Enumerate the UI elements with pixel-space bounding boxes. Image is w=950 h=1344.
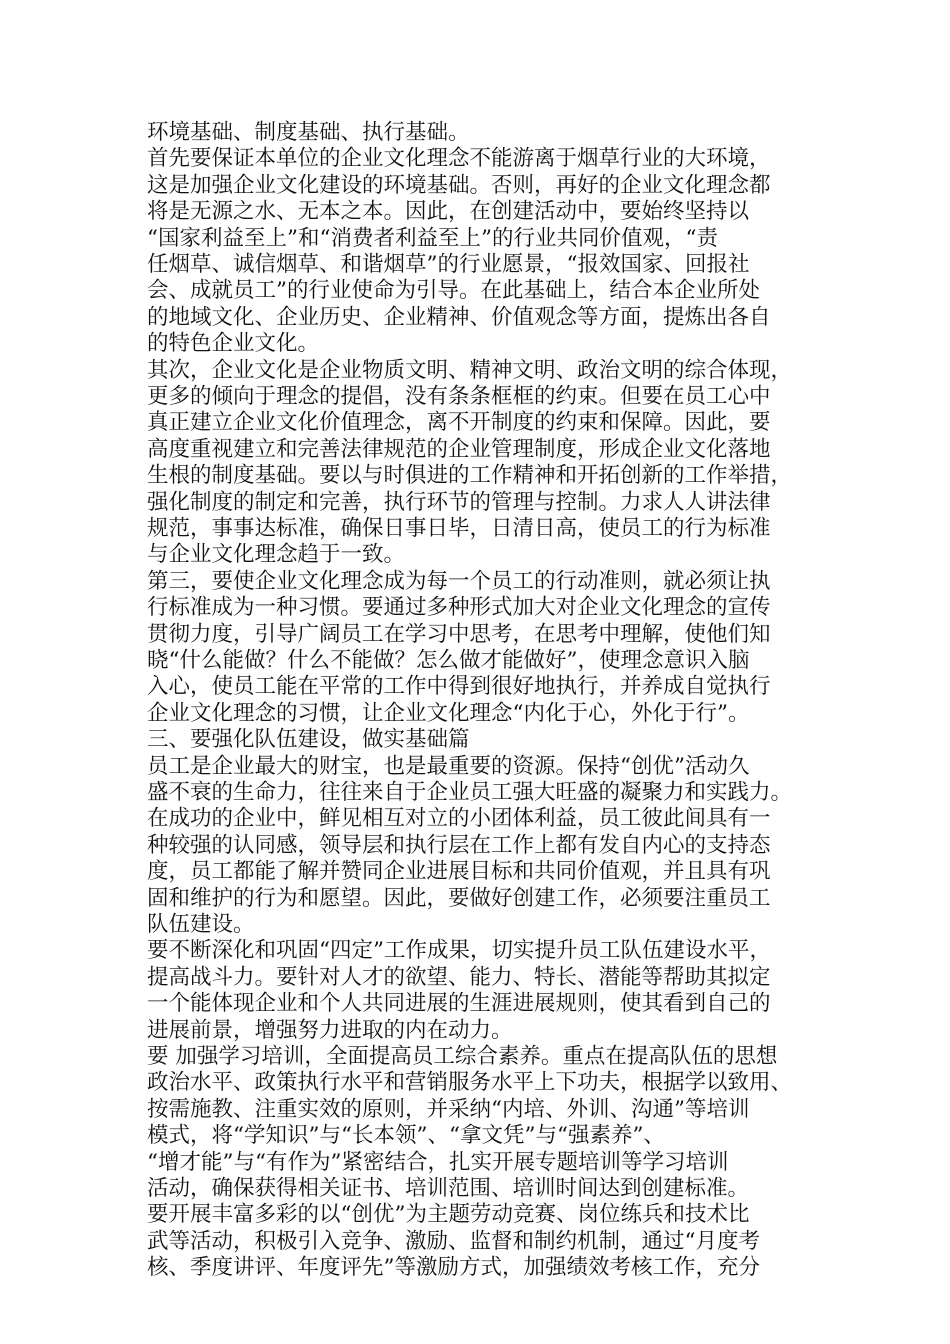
- text-line: 强化制度的制定和完善，执行环节的管理与控制。力求人人讲法律: [147, 489, 771, 515]
- text-line: 真正建立企业文化价值理念，离不开制度的约束和保障。因此，要: [147, 410, 771, 436]
- text-line: 员工是企业最大的财宝，也是最重要的资源。保持“创优”活动久: [147, 753, 750, 779]
- text-line: 要 加强学习培训，全面提高员工综合素养。重点在提高队伍的思想: [147, 1044, 778, 1069]
- text-line: 固和维护的行为和愿望。因此，要做好创建工作，必须要注重员工: [147, 885, 771, 911]
- text-line: “国家利益至上”和“消费者利益至上”的行业共同价值观，“责: [147, 225, 718, 251]
- text-line: 更多的倾向于理念的提倡，没有条条框框的约束。但要在员工心中: [147, 384, 771, 409]
- text-line: 行标准成为一种习惯。要通过多种形式加大对企业文化理念的宣传: [147, 595, 771, 621]
- text-line: 要不断深化和巩固“四定”工作成果，切实提升员工队伍建设水平，: [147, 938, 771, 964]
- text-line: 首先要保证本单位的企业文化理念不能游离于烟草行业的大环境，: [147, 146, 771, 172]
- text-line: 按需施教、注重实效的原则，并采纳“内培、外训、沟通”等培训: [147, 1096, 750, 1122]
- text-line: 的特色企业文化。: [147, 331, 320, 357]
- text-line: 队伍建设。: [147, 912, 255, 937]
- text-line: 环境基础、制度基础、执行基础。: [147, 120, 470, 145]
- text-line: 进展前景，增强努力进取的内在动力。: [147, 1017, 513, 1043]
- text-line: 在成功的企业中，鲜见相互对立的小团体利益，员工彼此间具有一: [147, 806, 771, 832]
- text-line: 的地域文化、企业历史、企业精神、价值观念等方面，提炼出各自: [147, 304, 771, 330]
- text-line: 与企业文化理念趋于一致。: [147, 542, 406, 568]
- text-line: 入心，使员工能在平常的工作中得到很好地执行，并养成自觉执行: [147, 674, 771, 700]
- text-line: 一个能体现企业和个人共同进展的生涯进展规则，使其看到自己的: [147, 991, 771, 1017]
- text-line: 核、季度讲评、年度评先”等激励方式，加强绩效考核工作，充分: [147, 1255, 760, 1281]
- text-line: 武等活动，积极引入竞争、激励、监督和制约机制，通过“月度考: [147, 1228, 760, 1254]
- text-line: 生根的制度基础。要以与时俱进的工作精神和开拓创新的工作举措，: [147, 463, 793, 489]
- text-line: 规范，事事达标准，确保日事日毕，日清日高，使员工的行为标准: [147, 516, 771, 541]
- text-line: 任烟草、诚信烟草、和谐烟草”的行业愿景，“报效国家、回报社: [147, 252, 750, 277]
- text-line: 政治水平、政策执行水平和营销服务水平上下功夫，根据学以致用、: [147, 1070, 793, 1096]
- text-line: “增才能”与“有作为”紧密结合，扎实开展专题培训等学习培训: [147, 1149, 729, 1175]
- text-line: 种较强的认同感，领导层和执行层在工作上都有发自内心的支持态: [147, 832, 771, 858]
- text-line: 高度重视建立和完善法律规范的企业管理制度，形成企业文化落地: [147, 436, 771, 462]
- text-line: 这是加强企业文化建设的环境基础。否则，再好的企业文化理念都: [147, 172, 771, 198]
- text-line: 第三，要使企业文化理念成为每一个员工的行动准则，就必须让执: [147, 568, 771, 594]
- text-line: 模式，将“学知识”与“长本领”、“拿文凭”与“强素养”、: [147, 1123, 665, 1149]
- text-line: 其次，企业文化是企业物质文明、精神文明、政治文明的综合体现，: [147, 357, 793, 383]
- text-line: 盛不衰的生命力，往往来自于企业员工强大旺盛的凝聚力和实践力。: [147, 780, 793, 805]
- text-line: 企业文化理念的习惯，让企业文化理念“内化于心，外化于行”。: [147, 700, 750, 726]
- text-line: 晓“什么能做？什么不能做？怎么做才能做好”，使理念意识入脑: [147, 648, 750, 673]
- text-line: 贯彻力度，引导广阔员工在学习中思考，在思考中理解，使他们知: [147, 621, 771, 647]
- text-line: 活动，确保获得相关证书、培训范围、培训时间达到创建标准。: [147, 1176, 750, 1201]
- text-line: 提高战斗力。要针对人才的欲望、能力、特长、潜能等帮助其拟定: [147, 964, 771, 990]
- text-line: 会、成就员工”的行业使命为引导。在此基础上，结合本企业所处: [147, 278, 760, 304]
- text-line: 要开展丰富多彩的以“创优”为主题劳动竞赛、岗位练兵和技术比: [147, 1202, 750, 1228]
- text-line: 将是无源之水、无本之本。因此，在创建活动中，要始终坚持以: [147, 199, 750, 225]
- text-line: 度，员工都能了解并赞同企业进展目标和共同价值观，并且具有巩: [147, 859, 771, 885]
- text-line: 三、要强化队伍建设，做实基础篇: [147, 727, 470, 753]
